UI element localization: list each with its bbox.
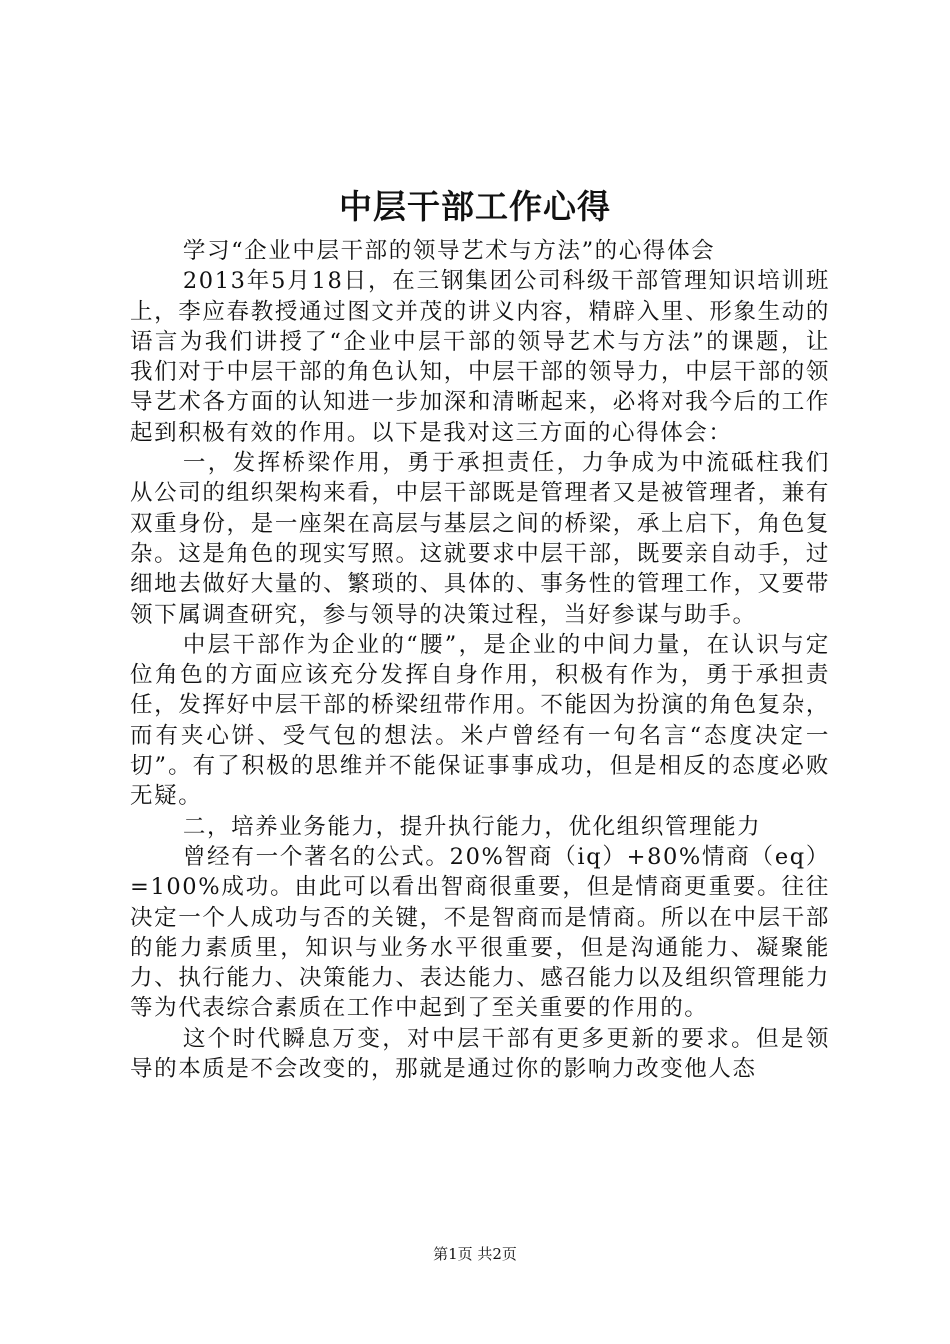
body-paragraph: 2013年5月18日，在三钢集团公司科级干部管理知识培训班上，李应春教授通过图文并茂的讲义内容，精辟入里、形象生动的语言为我们讲授了“企业中层干部的领导艺术与方法”的课题，让我们对于中层干部的角色认知，中层干部的领导力，中层干部的领导艺术各方面的认知进一步加深和清晰起来，必将对我今后的工作起到积极有效的作用。以下是我对这三方面的心得体会： (130, 268, 830, 446)
page-number: 第1页 共2页 (433, 1245, 517, 1263)
document-title: 中层干部工作心得 (339, 187, 611, 226)
subtitle-paragraph: 学习“企业中层干部的领导艺术与方法”的心得体会 (182, 238, 716, 264)
body-paragraph: 曾经有一个著名的公式。20%智商（iq）+80%情商（eq）=100%成功。由此可以看出智商很重要，但是情商更重要。往往决定一个人成功与否的关键，不是智商而是情商。所以在中层干部的能力素质里，知识与业务水平很重要，但是沟通能力、凝聚能力、执行能力、决策能力、表达能力、感召能力以及组织管理能力等为代表综合素质在工作中起到了至关重要的作用的。 (130, 843, 830, 1022)
body-paragraph: 这个时代瞬息万变，对中层干部有更多更新的要求。但是领导的本质是不会改变的，那就是通过你的影响力改变他人态 (130, 1025, 830, 1083)
document-body (130, 236, 830, 1084)
section-two-heading: 二，培养业务能力，提升执行能力，优化组织管理能力 (182, 813, 762, 840)
section-one-paragraph: 一，发挥桥梁作用，勇于承担责任，力争成为中流砥柱我们从公司的组织架构来看，中层干部既是管理者又是被管理者，兼有双重身份，是一座架在高层与基层之间的桥梁，承上启下，角色复杂。这是角色的现实写照。这就要求中层干部，既要亲自动手，过细地去做好大量的、繁琐的、具体的、事务性的管理工作，又要带领下属调查研究，参与领导的决策过程，当好参谋与助手。 (130, 450, 830, 628)
body-paragraph: 中层干部作为企业的“腰”，是企业的中间力量，在认识与定位角色的方面应该充分发挥自身作用，积极有作为，勇于承担责任，发挥好中层干部的桥梁纽带作用。不能因为扮演的角色复杂，而有夹心饼、受气包的想法。米卢曾经有一句名言“态度决定一切”。有了积极的思维并不能保证事事成功，但是相反的态度必败无疑。 (130, 631, 830, 810)
